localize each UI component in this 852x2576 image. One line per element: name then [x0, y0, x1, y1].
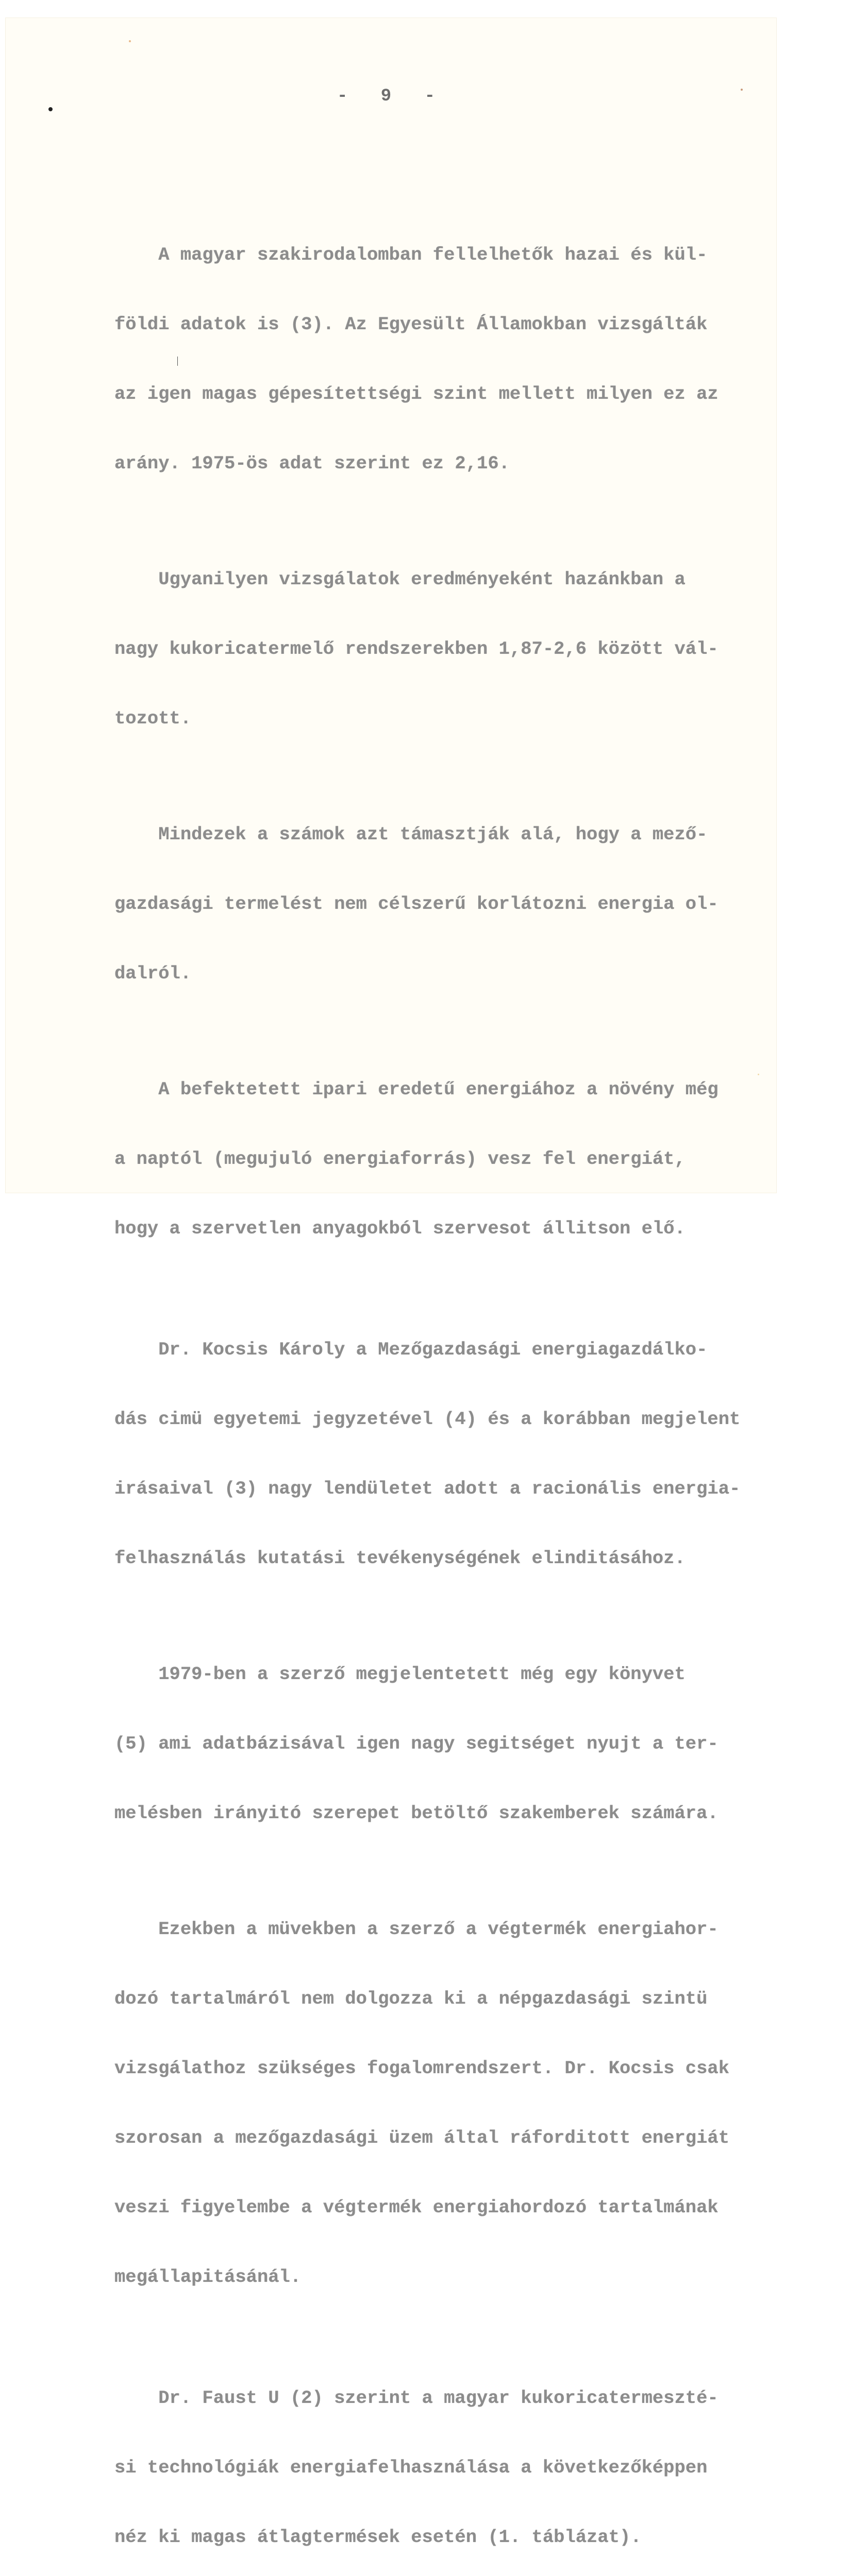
text-line: megállapitásánál. — [114, 2266, 302, 2287]
text-line: dás cimü egyetemi jegyzetével (4) és a korábban megjelent — [114, 1409, 741, 1430]
paper-speck — [758, 1074, 759, 1075]
text-line: dozó tartalmáról nem dolgozza ki a népgazdasági szintü — [114, 1988, 708, 2009]
text-line: A befektetett ipari eredetű energiához a növény még — [114, 1079, 719, 1100]
typewritten-body — [114, 197, 741, 2576]
text-line: (5) ami adatbázisával igen nagy segitséget nyujt a ter- — [114, 1733, 719, 1754]
paragraph-4 — [114, 1031, 719, 1286]
text-line: a naptól (megujuló energiaforrás) vesz fel energiát, — [114, 1148, 686, 1170]
text-line: gazdasági termelést nem célszerű korlátozni energia ol- — [114, 893, 719, 914]
text-line: veszi figyelembe a végtermék energiahordozó tartalmának — [114, 2197, 719, 2218]
paper-speck — [129, 40, 131, 42]
text-line: felhasználás kutatási tevékenységének elinditásához. — [114, 1548, 686, 1569]
text-line: A magyar szakirodalomban fellelhetők hazai és kül- — [114, 244, 708, 265]
text-line: arány. 1975-ös adat szerint ez 2,16. — [114, 453, 510, 474]
text-line: Mindezek a számok azt támasztják alá, hogy a mező- — [114, 824, 708, 845]
text-line: Ezekben a müvekben a szerző a végtermék energiahor- — [114, 1919, 719, 1940]
paragraph-6 — [114, 1616, 719, 1871]
text-line: dalról. — [114, 963, 192, 984]
text-line: az igen magas gépesítettségi szint mellett milyen ez az — [114, 383, 719, 404]
paper-speck — [741, 89, 743, 91]
paragraph-2 — [114, 521, 719, 776]
text-line: Ugyanilyen vizsgálatok eredményeként hazánkban a — [114, 569, 686, 590]
text-line: Dr. Kocsis Károly a Mezőgazdasági energiagazdálko- — [114, 1339, 708, 1360]
text-line: földi adatok is (3). Az Egyesült Államokban vizsgálták — [114, 314, 708, 335]
paragraph-1 — [114, 197, 719, 521]
text-line: Dr. Faust U (2) szerint a magyar kukoricatermeszté- — [114, 2387, 719, 2409]
paragraph-5 — [114, 1292, 741, 1616]
text-line: hogy a szervetlen anyagokból szervesot állitson elő. — [114, 1218, 686, 1239]
text-line: néz ki magas átlagtermések esetén (1. táblázat). — [114, 2527, 642, 2548]
paragraph-7 — [114, 1871, 729, 2335]
stray-ink-dot — [48, 107, 53, 111]
text-line: szorosan a mezőgazdasági üzem által ráforditott energiát — [114, 2127, 729, 2148]
page-number: - 9 - — [337, 87, 437, 106]
text-line: irásaival (3) nagy lendületet adott a racionális energia- — [114, 1478, 741, 1499]
paragraph-8 — [114, 2340, 719, 2576]
text-line: tozott. — [114, 708, 192, 729]
paragraph-3 — [114, 776, 719, 1031]
text-line: nagy kukoricatermelő rendszerekben 1,87-2,6 között vál- — [114, 638, 719, 659]
text-line: melésben irányitó szerepet betöltő szakemberek számára. — [114, 1803, 719, 1824]
text-line: si technológiák energiafelhasználása a következőképpen — [114, 2457, 708, 2478]
text-line: 1979-ben a szerző megjelentetett még egy könyvet — [114, 1664, 686, 1685]
text-line: vizsgálathoz szükséges fogalomrendszert. Dr. Kocsis csak — [114, 2058, 729, 2079]
